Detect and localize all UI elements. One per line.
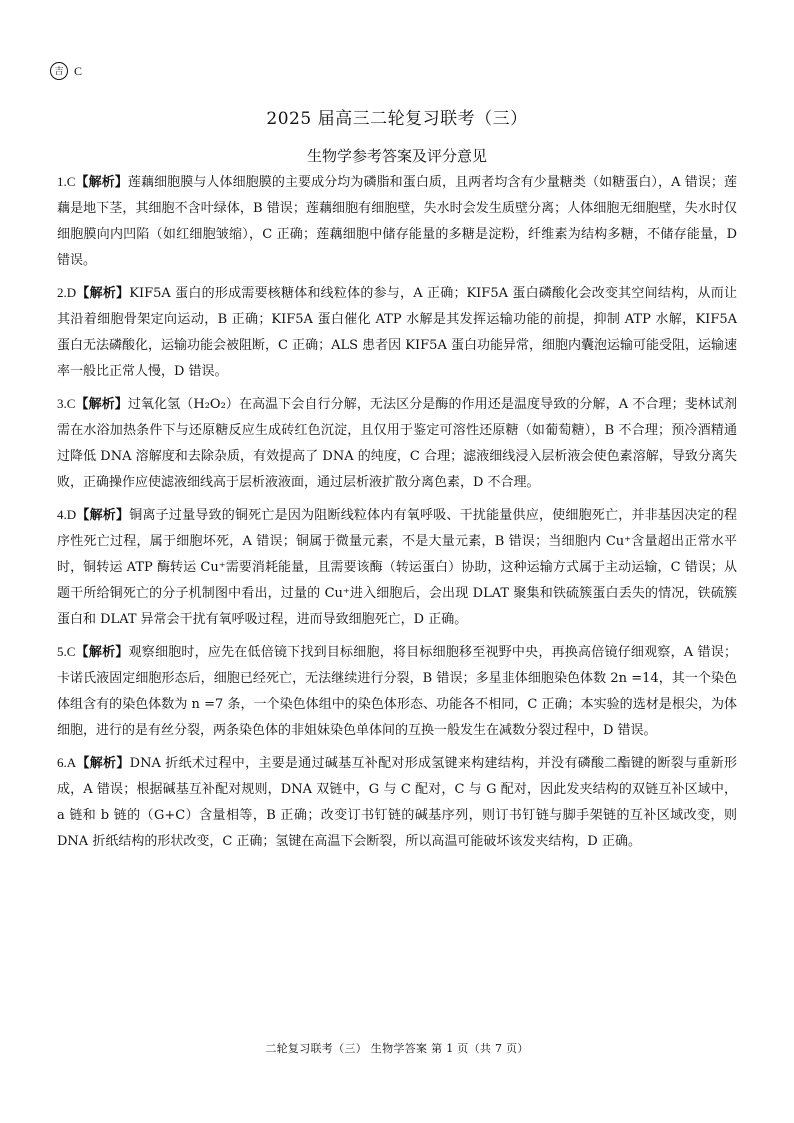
answer-number: 6.A — [57, 755, 77, 770]
analysis-tag: 【解析】 — [75, 397, 128, 412]
page-footer: 二轮复习联考（三） 生物学答案 第 1 页（共 7 页） — [265, 1042, 529, 1055]
answer-number: 1.C — [57, 174, 76, 189]
version-label: C — [74, 63, 83, 78]
analysis-tag: 【解析】 — [76, 286, 130, 301]
answer-number: 4.D — [57, 507, 77, 522]
answer-item — [57, 280, 737, 385]
answer-number: 5.C — [57, 644, 76, 659]
answer-item — [57, 169, 737, 274]
exam-version-mark — [50, 62, 82, 80]
answer-item — [57, 391, 737, 496]
answer-text: 莲藕细胞膜与人体细胞膜的主要成分均为磷脂和蛋白质，且两者均含有少量糖类（如糖蛋白），A 错误；莲藕是地下茎，其细胞不含叶绿体，B 错误；莲藕细胞有细胞壁，失水时会发生质壁分离；人体细胞无细胞壁，失水时仅细胞膜向内凹陷（如红细胞皱缩），C 正确；莲藕细胞中储存能量的多糖是淀粉，纤维素为结构多糖，不储存能量，D 错误。 — [57, 175, 737, 268]
answer-text: KIF5A 蛋白的形成需要核糖体和线粒体的参与，A 正确；KIF5A 蛋白磷酸化会改变其空间结构，从而让其沿着细胞骨架定向运动，B 正确；KIF5A 蛋白催化 ATP 水解是其发挥运输功能的前提，抑制 ATP 水解，KIF5A 蛋白无法磷酸化，运输功能会被阻断，C 正确；ALS 患者因 KIF5A 蛋白功能异常，细胞内囊泡运输可能受阻，运输速率一般比正常人慢，D 错误。 — [57, 286, 737, 379]
answer-number: 3.C — [57, 396, 76, 411]
analysis-tag: 【解析】 — [75, 175, 128, 190]
page-subtitle: 生物学参考答案及评分意见 — [306, 147, 487, 165]
answer-item — [57, 639, 737, 744]
seal-icon: 吉 — [50, 62, 68, 80]
answer-item — [57, 750, 737, 855]
answer-item — [57, 502, 737, 633]
analysis-tag: 【解析】 — [75, 645, 129, 660]
page-title: 2025 届高三二轮复习联考（三） — [266, 109, 528, 129]
answer-list — [57, 169, 737, 861]
analysis-tag: 【解析】 — [76, 756, 130, 771]
answer-text: 过氧化氢（H₂O₂）在高温下会自行分解，无法区分是酶的作用还是温度导致的分解，A 不合理；斐林试剂需在水浴加热条件下与还原糖反应生成砖红色沉淀，且仅用于鉴定可溶性还原糖（如葡萄糖），B 不合理；预冷酒精通过降低 DNA 溶解度和去除杂质，有效提高了 DNA 的纯度，C 合理；滤液细线浸入层析液会使色素溶解，导致分离失败，正确操作应使滤液细线高于层析液液面，通过层析液扩散分离色素，D 不合理。 — [57, 397, 737, 490]
answer-text: DNA 折纸术过程中，主要是通过碱基互补配对形成氢键来构建结构，并没有磷酸二酯键的断裂与重新形成，A 错误；根据碱基互补配对规则，DNA 双链中，G 与 C 配对，C 与 G 配对，因此发夹结构的双链互补区域中，a 链和 b 链的（G+C）含量相等，B 正确；改变订书钉链的碱基序列，则订书钉链与脚手架链的互补区域改变，则 DNA 折纸结构的形状改变，C 正确；氢键在高温下会断裂，所以高温可能破坏该发夹结构，D 正确。 — [57, 756, 737, 849]
analysis-tag: 【解析】 — [76, 508, 130, 523]
answer-text: 观察细胞时，应先在低倍镜下找到目标细胞，将目标细胞移至视野中央，再换高倍镜仔细观察，A 错误；卡诺氏液固定细胞形态后，细胞已经死亡，无法继续进行分裂，B 错误；多星韭体细胞染色体数 2n =14，其一个染色体组含有的染色体数为 n =7 条，一个染色体组中的染色体形态、功能各不相同，C 正确；本实验的选材是根尖，为体细胞，进行的是有丝分裂，两条染色体的非姐妹染色单体间的互换一般发生在减数分裂过程中，D 错误。 — [57, 645, 737, 738]
answer-number: 2.D — [57, 285, 77, 300]
answer-text: 铜离子过量导致的铜死亡是因为阻断线粒体内有氧呼吸、干扰能量供应，使细胞死亡，并非基因决定的程序性死亡过程，属于细胞坏死，A 错误；铜属于微量元素，不是大量元素，B 错误；当细胞内 Cu⁺含量超出正常水平时，铜转运 ATP 酶转运 Cu⁺需要消耗能量，且需要该酶（转运蛋白）协助，这种运输方式属于主动运输，C 错误；从题干所给铜死亡的分子机制图中看出，过量的 Cu⁺进入细胞后，会出现 DLAT 聚集和铁硫簇蛋白丢失的情况，铁硫簇蛋白和 DLAT 异常会干扰有氧呼吸过程，进而导致细胞死亡，D 正确。 — [57, 508, 737, 627]
